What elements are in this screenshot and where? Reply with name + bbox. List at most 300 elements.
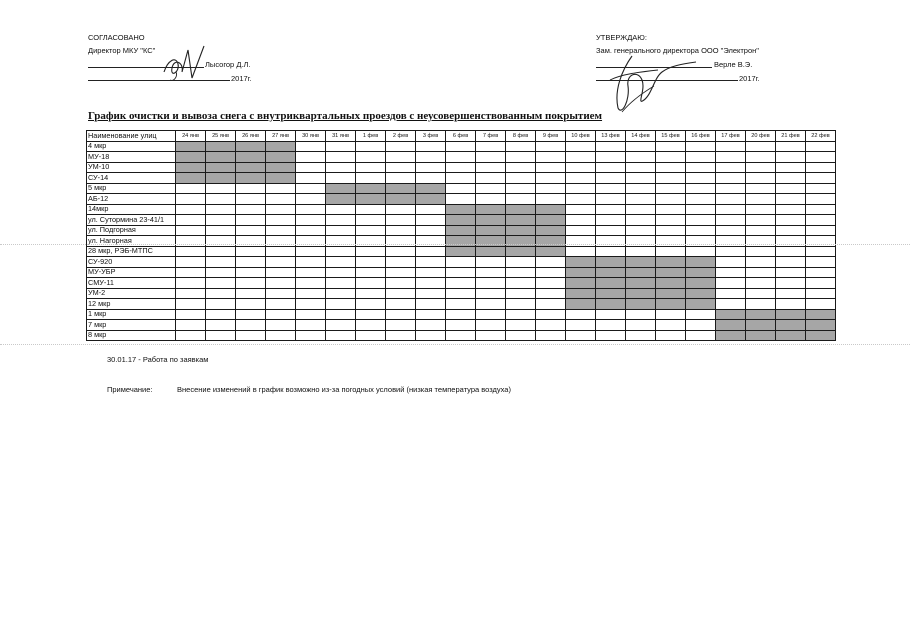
schedule-cell: [236, 215, 266, 226]
schedule-cell: [266, 320, 296, 331]
schedule-cell: [746, 225, 776, 236]
scheduled-cell: [626, 267, 656, 278]
schedule-cell: [806, 204, 836, 215]
date-header: 10 фев: [566, 131, 596, 142]
schedule-cell: [416, 299, 446, 310]
schedule-cell: [626, 162, 656, 173]
scheduled-cell: [626, 257, 656, 268]
schedule-cell: [806, 225, 836, 236]
schedule-cell: [236, 257, 266, 268]
snow-schedule-table: [86, 130, 836, 341]
schedule-cell: [266, 309, 296, 320]
schedule-cell: [716, 162, 746, 173]
schedule-cell: [536, 141, 566, 152]
schedule-cell: [386, 162, 416, 173]
schedule-cell: [686, 309, 716, 320]
schedule-cell: [716, 299, 746, 310]
schedule-cell: [476, 152, 506, 163]
schedule-cell: [746, 204, 776, 215]
right-position: Зам. генерального директора ООО "Электрон": [596, 46, 759, 55]
schedule-cell: [776, 215, 806, 226]
schedule-cell: [776, 162, 806, 173]
schedule-cell: [176, 267, 206, 278]
schedule-cell: [326, 288, 356, 299]
schedule-cell: [596, 183, 626, 194]
schedule-cell: [476, 257, 506, 268]
schedule-cell: [446, 183, 476, 194]
scheduled-cell: [806, 330, 836, 341]
schedule-cell: [386, 299, 416, 310]
schedule-cell: [446, 267, 476, 278]
scheduled-cell: [656, 267, 686, 278]
schedule-cell: [416, 278, 446, 289]
schedule-cell: [806, 194, 836, 205]
scheduled-cell: [176, 152, 206, 163]
schedule-cell: [716, 152, 746, 163]
schedule-cell: [206, 320, 236, 331]
schedule-cell: [386, 278, 416, 289]
scheduled-cell: [716, 320, 746, 331]
scheduled-cell: [356, 194, 386, 205]
schedule-cell: [626, 246, 656, 257]
scheduled-cell: [566, 278, 596, 289]
scheduled-cell: [626, 288, 656, 299]
date-header: 6 фев: [446, 131, 476, 142]
schedule-cell: [656, 152, 686, 163]
schedule-cell: [266, 267, 296, 278]
schedule-cell: [266, 183, 296, 194]
street-name: ул. Подгорная: [87, 225, 176, 236]
schedule-cell: [566, 320, 596, 331]
schedule-cell: [476, 183, 506, 194]
scheduled-cell: [446, 204, 476, 215]
schedule-cell: [596, 309, 626, 320]
schedule-cell: [536, 330, 566, 341]
schedule-cell: [236, 320, 266, 331]
date-header: 15 фев: [656, 131, 686, 142]
schedule-cell: [416, 162, 446, 173]
scheduled-cell: [506, 215, 536, 226]
schedule-cell: [476, 162, 506, 173]
date-header: 31 янв: [326, 131, 356, 142]
scheduled-cell: [596, 278, 626, 289]
schedule-cell: [296, 278, 326, 289]
schedule-cell: [236, 194, 266, 205]
schedule-cell: [206, 246, 236, 257]
schedule-cell: [506, 320, 536, 331]
schedule-cell: [296, 173, 326, 184]
right-signature-scribble: [592, 50, 702, 120]
schedule-cell: [236, 299, 266, 310]
schedule-cell: [506, 278, 536, 289]
schedule-cell: [746, 162, 776, 173]
scheduled-cell: [476, 225, 506, 236]
schedule-cell: [326, 309, 356, 320]
schedule-cell: [356, 330, 386, 341]
scheduled-cell: [476, 246, 506, 257]
schedule-cell: [416, 320, 446, 331]
schedule-cell: [236, 278, 266, 289]
schedule-cell: [206, 299, 236, 310]
date-header: 22 фев: [806, 131, 836, 142]
scheduled-cell: [266, 173, 296, 184]
schedule-cell: [476, 288, 506, 299]
schedule-cell: [626, 204, 656, 215]
schedule-cell: [476, 309, 506, 320]
page-title: График очистки и вывоза снега с внутриквартальных проездов с неусовершенствованным покрытием: [88, 110, 603, 122]
schedule-cell: [506, 309, 536, 320]
date-header: 20 фев: [746, 131, 776, 142]
date-header: 26 янв: [236, 131, 266, 142]
schedule-cell: [596, 246, 626, 257]
schedule-cell: [266, 246, 296, 257]
schedule-cell: [386, 267, 416, 278]
street-name: ул. Сутормина 23-41/1: [87, 215, 176, 226]
schedule-cell: [806, 278, 836, 289]
schedule-cell: [326, 173, 356, 184]
schedule-cell: [386, 330, 416, 341]
schedule-cell: [716, 141, 746, 152]
schedule-cell: [386, 309, 416, 320]
schedule-cell: [596, 320, 626, 331]
scheduled-cell: [476, 204, 506, 215]
schedule-cell: [476, 141, 506, 152]
schedule-cell: [536, 173, 566, 184]
schedule-cell: [446, 309, 476, 320]
schedule-cell: [536, 162, 566, 173]
schedule-cell: [566, 162, 596, 173]
date-header: 9 фев: [536, 131, 566, 142]
schedule-cell: [746, 141, 776, 152]
scheduled-cell: [506, 204, 536, 215]
scheduled-cell: [536, 204, 566, 215]
date-header: 25 янв: [206, 131, 236, 142]
table-row: [87, 299, 836, 310]
scheduled-cell: [236, 152, 266, 163]
schedule-cell: [296, 246, 326, 257]
scheduled-cell: [686, 257, 716, 268]
schedule-cell: [416, 257, 446, 268]
street-name: 12 мкр: [87, 299, 176, 310]
schedule-cell: [716, 215, 746, 226]
schedule-cell: [776, 152, 806, 163]
schedule-cell: [386, 215, 416, 226]
schedule-cell: [266, 204, 296, 215]
schedule-cell: [266, 225, 296, 236]
schedule-cell: [506, 162, 536, 173]
schedule-cell: [626, 173, 656, 184]
schedule-cell: [746, 288, 776, 299]
schedule-cell: [176, 194, 206, 205]
schedule-cell: [716, 194, 746, 205]
schedule-cell: [656, 320, 686, 331]
schedule-cell: [626, 194, 656, 205]
schedule-cell: [476, 299, 506, 310]
table-row: [87, 267, 836, 278]
schedule-cell: [746, 299, 776, 310]
schedule-cell: [476, 320, 506, 331]
schedule-cell: [296, 194, 326, 205]
schedule-cell: [296, 152, 326, 163]
schedule-cell: [596, 141, 626, 152]
street-name: 8 мкр: [87, 330, 176, 341]
date-header: 17 фев: [716, 131, 746, 142]
schedule-cell: [176, 257, 206, 268]
scheduled-cell: [656, 288, 686, 299]
schedule-cell: [326, 141, 356, 152]
schedule-cell: [326, 162, 356, 173]
street-name: УМ-2: [87, 288, 176, 299]
schedule-cell: [806, 257, 836, 268]
schedule-cell: [206, 278, 236, 289]
schedule-cell: [356, 152, 386, 163]
scheduled-cell: [446, 215, 476, 226]
scheduled-cell: [266, 152, 296, 163]
street-name: 28 мкр, РЭБ-МТПС: [87, 246, 176, 257]
schedule-cell: [656, 141, 686, 152]
schedule-cell: [746, 257, 776, 268]
schedule-cell: [476, 267, 506, 278]
street-name: АБ-12: [87, 194, 176, 205]
schedule-cell: [446, 288, 476, 299]
scheduled-cell: [236, 173, 266, 184]
note-text: Внесение изменений в график возможно из-за погодных условий (низкая температура воздуха): [177, 385, 511, 394]
left-year: 2017г.: [231, 74, 252, 83]
schedule-cell: [416, 225, 446, 236]
schedule-cell: [626, 225, 656, 236]
scheduled-cell: [386, 194, 416, 205]
schedule-cell: [266, 278, 296, 289]
date-header: 13 фев: [596, 131, 626, 142]
table-row: [87, 215, 836, 226]
scheduled-cell: [656, 257, 686, 268]
schedule-cell: [446, 330, 476, 341]
schedule-cell: [446, 152, 476, 163]
schedule-cell: [506, 257, 536, 268]
date-header: 8 фев: [506, 131, 536, 142]
scheduled-cell: [566, 288, 596, 299]
scheduled-cell: [236, 162, 266, 173]
schedule-cell: [716, 267, 746, 278]
scheduled-cell: [536, 215, 566, 226]
schedule-cell: [716, 278, 746, 289]
schedule-cell: [776, 183, 806, 194]
street-name: 1 мкр: [87, 309, 176, 320]
schedule-cell: [356, 309, 386, 320]
schedule-cell: [236, 246, 266, 257]
schedule-cell: [326, 225, 356, 236]
schedule-cell: [416, 173, 446, 184]
scheduled-cell: [476, 215, 506, 226]
scheduled-cell: [596, 267, 626, 278]
schedule-cell: [206, 309, 236, 320]
scheduled-cell: [776, 320, 806, 331]
schedule-cell: [206, 225, 236, 236]
table-row: [87, 320, 836, 331]
street-name: СМУ-11: [87, 278, 176, 289]
schedule-cell: [386, 257, 416, 268]
schedule-cell: [716, 257, 746, 268]
schedule-cell: [716, 204, 746, 215]
date-header: 1 фев: [356, 131, 386, 142]
schedule-cell: [596, 225, 626, 236]
table-row: [87, 183, 836, 194]
schedule-cell: [656, 225, 686, 236]
schedule-cell: [416, 288, 446, 299]
schedule-cell: [566, 225, 596, 236]
street-name: 7 мкр: [87, 320, 176, 331]
table-row: [87, 141, 836, 152]
date-header: 2 фев: [386, 131, 416, 142]
schedule-cell: [296, 288, 326, 299]
schedule-cell: [446, 299, 476, 310]
scheduled-cell: [686, 299, 716, 310]
schedule-cell: [656, 173, 686, 184]
schedule-cell: [506, 299, 536, 310]
schedule-cell: [176, 320, 206, 331]
schedule-cell: [236, 267, 266, 278]
schedule-cell: [296, 330, 326, 341]
schedule-cell: [716, 183, 746, 194]
date-header: 30 янв: [296, 131, 326, 142]
schedule-cell: [806, 288, 836, 299]
table-row: [87, 173, 836, 184]
schedule-cell: [416, 267, 446, 278]
schedule-cell: [716, 225, 746, 236]
date-header: 3 фев: [416, 131, 446, 142]
scheduled-cell: [206, 141, 236, 152]
schedule-cell: [596, 204, 626, 215]
schedule-cell: [686, 246, 716, 257]
schedule-cell: [686, 225, 716, 236]
schedule-cell: [296, 309, 326, 320]
schedule-cell: [806, 215, 836, 226]
schedule-cell: [716, 246, 746, 257]
schedule-cell: [686, 204, 716, 215]
schedule-cell: [536, 299, 566, 310]
schedule-cell: [566, 204, 596, 215]
scheduled-cell: [506, 246, 536, 257]
note-label: Примечание:: [107, 385, 153, 394]
schedule-cell: [236, 288, 266, 299]
schedule-cell: [746, 278, 776, 289]
schedule-cell: [266, 194, 296, 205]
schedule-cell: [566, 215, 596, 226]
schedule-cell: [446, 162, 476, 173]
scheduled-cell: [686, 267, 716, 278]
schedule-cell: [506, 330, 536, 341]
schedule-cell: [356, 162, 386, 173]
schedule-cell: [296, 141, 326, 152]
scheduled-cell: [176, 162, 206, 173]
date-header: 27 янв: [266, 131, 296, 142]
street-name: 14мкр: [87, 204, 176, 215]
schedule-cell: [446, 278, 476, 289]
schedule-cell: [476, 278, 506, 289]
street-name: МУ-18: [87, 152, 176, 163]
schedule-cell: [326, 330, 356, 341]
schedule-cell: [266, 288, 296, 299]
schedule-cell: [296, 225, 326, 236]
scheduled-cell: [596, 257, 626, 268]
scheduled-cell: [326, 183, 356, 194]
scheduled-cell: [506, 225, 536, 236]
schedule-cell: [326, 267, 356, 278]
schedule-cell: [536, 267, 566, 278]
schedule-cell: [656, 330, 686, 341]
schedule-cell: [506, 194, 536, 205]
schedule-cell: [206, 194, 236, 205]
schedule-cell: [176, 215, 206, 226]
schedule-cell: [176, 225, 206, 236]
schedule-cell: [746, 152, 776, 163]
scheduled-cell: [386, 183, 416, 194]
schedule-cell: [776, 288, 806, 299]
street-name-header: Наименование улиц: [87, 131, 176, 142]
scheduled-cell: [266, 141, 296, 152]
schedule-cell: [656, 162, 686, 173]
schedule-cell: [686, 183, 716, 194]
schedule-cell: [776, 141, 806, 152]
street-name: 5 мкр: [87, 183, 176, 194]
schedule-cell: [296, 257, 326, 268]
scheduled-cell: [656, 299, 686, 310]
schedule-cell: [326, 215, 356, 226]
schedule-cell: [386, 288, 416, 299]
schedule-cell: [506, 152, 536, 163]
table-row: [87, 257, 836, 268]
schedule-cell: [296, 299, 326, 310]
street-name: МУ-УБР: [87, 267, 176, 278]
schedule-cell: [536, 278, 566, 289]
schedule-cell: [416, 141, 446, 152]
scheduled-cell: [566, 257, 596, 268]
schedule-cell: [296, 162, 326, 173]
scheduled-cell: [176, 141, 206, 152]
schedule-cell: [536, 288, 566, 299]
schedule-cell: [776, 267, 806, 278]
scheduled-cell: [536, 225, 566, 236]
schedule-cell: [596, 173, 626, 184]
scheduled-cell: [746, 320, 776, 331]
schedule-cell: [356, 173, 386, 184]
schedule-cell: [296, 183, 326, 194]
schedule-cell: [596, 162, 626, 173]
scheduled-cell: [716, 309, 746, 320]
table-row: [87, 194, 836, 205]
schedule-cell: [206, 330, 236, 341]
schedule-cell: [356, 257, 386, 268]
schedule-cell: [626, 141, 656, 152]
schedule-cell: [296, 204, 326, 215]
schedule-cell: [596, 194, 626, 205]
schedule-cell: [506, 267, 536, 278]
schedule-cell: [686, 320, 716, 331]
schedule-cell: [446, 257, 476, 268]
schedule-cell: [566, 309, 596, 320]
schedule-cell: [536, 183, 566, 194]
schedule-cell: [356, 225, 386, 236]
scheduled-cell: [416, 194, 446, 205]
schedule-cell: [566, 194, 596, 205]
table-row: [87, 225, 836, 236]
schedule-cell: [326, 320, 356, 331]
date-header: 16 фев: [686, 131, 716, 142]
schedule-cell: [476, 173, 506, 184]
table-row: [87, 288, 836, 299]
schedule-cell: [386, 152, 416, 163]
schedule-cell: [476, 330, 506, 341]
